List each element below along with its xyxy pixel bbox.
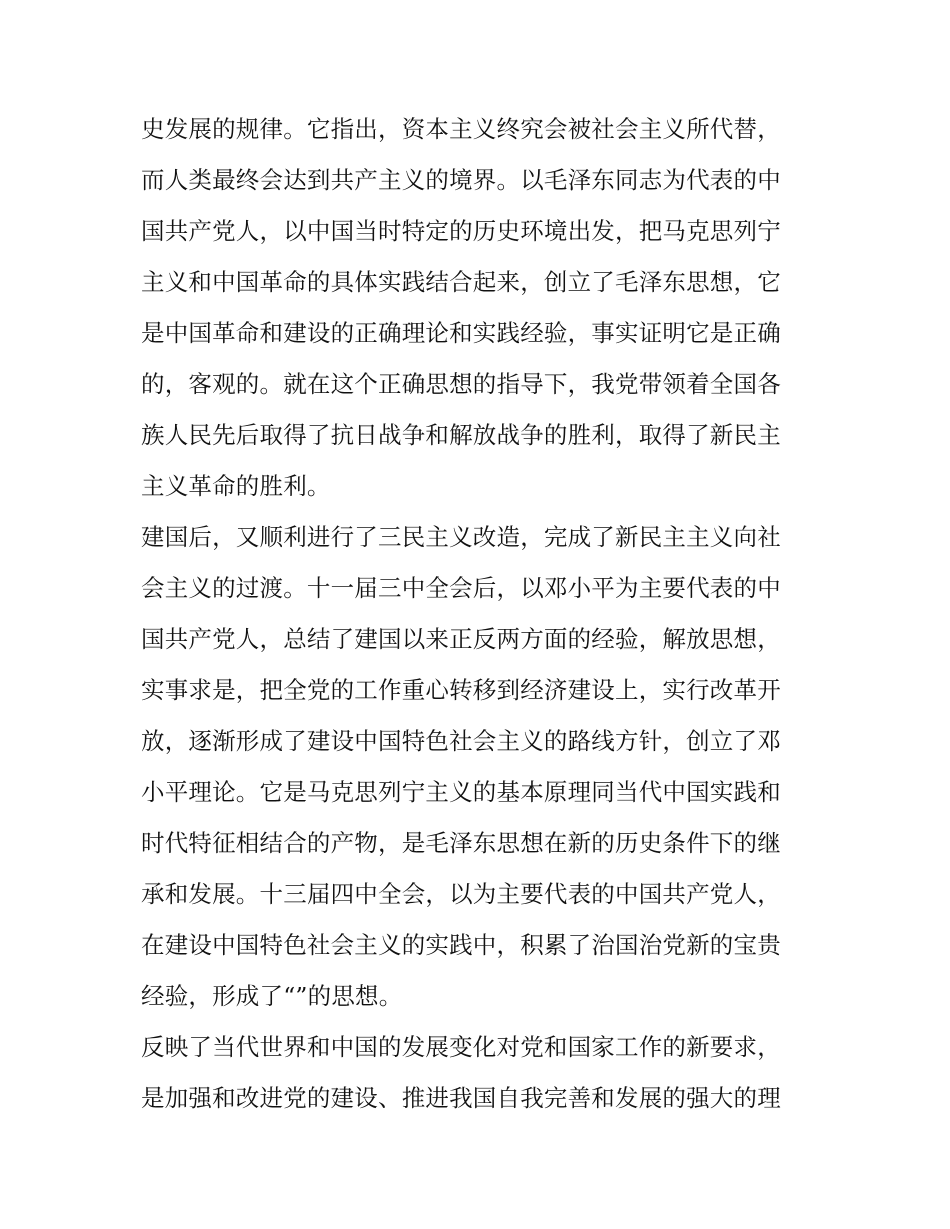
text-line: 族人民先后取得了抗日战争和解放战争的胜利，取得了新民主 — [141, 421, 781, 449]
text-line: 承和发展。十三届四中全会，以为主要代表的中国共产党人， — [141, 880, 781, 908]
text-line: 建国后，又顺利进行了三民主义改造，完成了新民主主义向社 — [141, 523, 781, 551]
text-line: 时代特征相结合的产物，是毛泽东思想在新的历史条件下的继 — [141, 829, 781, 857]
text-line: 的，客观的。就在这个正确思想的指导下，我党带领着全国各 — [141, 370, 781, 398]
text-line: 反映了当代世界和中国的发展变化对党和国家工作的新要求， — [141, 1033, 781, 1061]
text-line: 经验，形成了“”的思想。 — [141, 982, 403, 1010]
text-line: 在建设中国特色社会主义的实践中，积累了治国治党新的宝贵 — [141, 931, 781, 959]
text-line: 主义革命的胜利。 — [141, 472, 331, 500]
text-line: 放，逐渐形成了建设中国特色社会主义的路线方针，创立了邓 — [141, 727, 781, 755]
text-line: 史发展的规律。它指出，资本主义终究会被社会主义所代替， — [141, 115, 781, 143]
text-line: 而人类最终会达到共产主义的境界。以毛泽东同志为代表的中 — [141, 166, 781, 194]
text-line: 会主义的过渡。十一届三中全会后，以邓小平为主要代表的中 — [141, 574, 781, 602]
text-line: 实事求是，把全党的工作重心转移到经济建设上，实行改革开 — [141, 676, 781, 704]
text-line: 小平理论。它是马克思列宁主义的基本原理同当代中国实践和 — [141, 778, 781, 806]
text-line: 是中国革命和建设的正确理论和实践经验，事实证明它是正确 — [141, 319, 781, 347]
text-line: 国共产党人，以中国当时特定的历史环境出发，把马克思列宁 — [141, 217, 781, 245]
text-line: 主义和中国革命的具体实践结合起来，创立了毛泽东思想，它 — [141, 268, 781, 296]
text-line: 是加强和改进党的建设、推进我国自我完善和发展的强大的理 — [141, 1084, 781, 1112]
body-text — [141, 104, 821, 1124]
text-line: 国共产党人，总结了建国以来正反两方面的经验，解放思想， — [141, 625, 781, 653]
